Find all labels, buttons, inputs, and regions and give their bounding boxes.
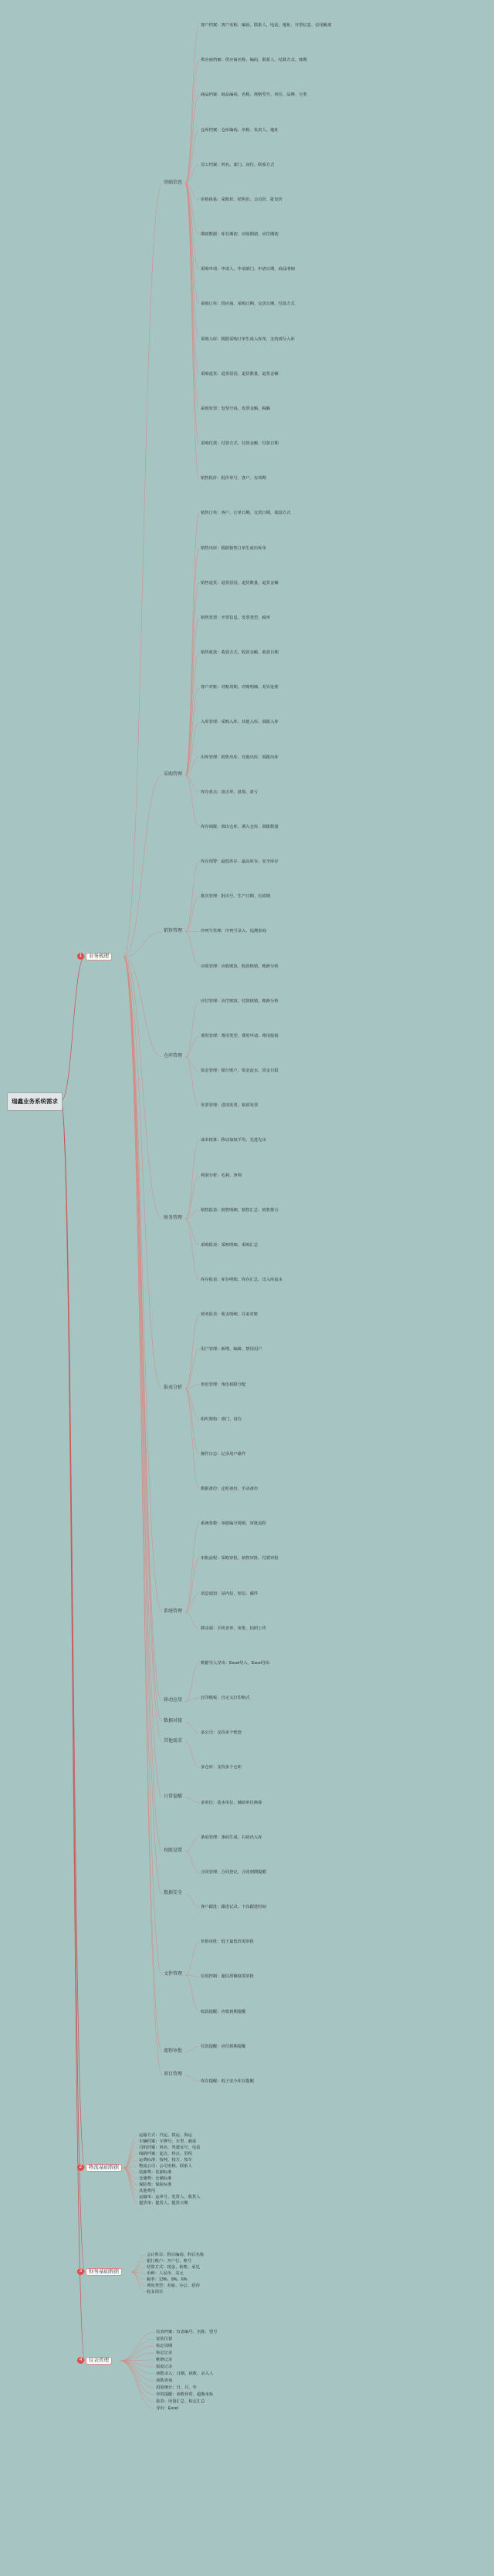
connector xyxy=(185,2075,199,2081)
connector xyxy=(124,2168,137,2179)
leaf-node: 运输方式：汽运、铁运、海运 xyxy=(139,2133,192,2138)
leaf-node: 费用类型：差旅、办公、招待 xyxy=(147,2284,200,2288)
leaf-node: 员工档案：姓名、部门、岗位、联系方式 xyxy=(201,162,275,167)
leaf-node: 商品档案：商品编码、名称、规格型号、单位、品牌、分类 xyxy=(201,93,307,98)
leaf-node: 系统参数：单据编号规则、审批流程 xyxy=(201,1521,266,1527)
leaf-node: 异常提醒：读数异常、超期未检 xyxy=(156,2392,214,2397)
leaf-node: 采购退货：退货原因、退货数量、退货金额 xyxy=(201,371,279,376)
connector xyxy=(185,775,199,792)
leaf-node: 仓储费：仓储标准 xyxy=(139,2176,172,2181)
leaf-node: 采购订单：供应商、采购日期、交货日期、付款方式 xyxy=(201,302,295,307)
connector xyxy=(185,862,199,932)
section-node: 基础信息 xyxy=(164,181,183,185)
leaf-node: 采购申请：申请人、申请部门、申请日期、商品明细 xyxy=(201,267,295,272)
connector xyxy=(185,1219,199,1245)
section-node: 项目管理 xyxy=(164,2072,183,2077)
leaf-node: 仓库档案：仓库编码、名称、负责人、地址 xyxy=(201,127,279,133)
connector xyxy=(124,957,162,1975)
connector xyxy=(120,2361,154,2402)
leaf-node: 价格体系：采购价、销售价、会员价、批发价 xyxy=(201,197,283,202)
connector xyxy=(185,184,199,269)
leaf-node: 其他费用 xyxy=(139,2189,156,2193)
leaf-node: 安装位置 xyxy=(156,2337,173,2341)
leaf-node: 应收管理：应收账款、收款核销、账龄分析 xyxy=(201,964,279,969)
leaf-node: 采购入库：根据采购订单生成入库单，支持部分入库 xyxy=(201,336,295,342)
leaf-node: 多公司：支持多个账套 xyxy=(201,1730,242,1736)
leaf-node: 价格审批：低于最低价需审批 xyxy=(201,1940,254,1945)
section-node: 销售管理 xyxy=(164,929,183,934)
connector xyxy=(185,1722,199,1733)
leaf-node: 车辆档案：车牌号、车型、载重 xyxy=(139,2139,197,2144)
connector xyxy=(185,1349,199,1389)
connector xyxy=(185,25,199,184)
connector xyxy=(61,1101,85,2361)
branch-number-badge: 1 xyxy=(77,953,84,960)
connector xyxy=(124,957,162,1742)
connector xyxy=(185,1852,199,1872)
leaf-node: 销售报表：销售明细、销售汇总、销售排行 xyxy=(201,1207,279,1213)
leaf-node: 销售退货：退货原因、退货数量、退货金额 xyxy=(201,580,279,586)
leaf-node: 多仓库：支持多个仓库 xyxy=(201,1765,242,1771)
connector xyxy=(131,2261,145,2272)
connector xyxy=(124,957,162,2052)
connector xyxy=(185,184,199,304)
leaf-node: 期初数据：库存期初、应收期初、应付期初 xyxy=(201,232,279,237)
leaf-node: 审批流程：采购审批、销售审批、付款审批 xyxy=(201,1556,279,1561)
leaf-node: 供应商档案：供应商名称、编码、联系人、结算方式、账期 xyxy=(201,58,307,63)
connector xyxy=(185,1524,199,1612)
section-node: 文件管理 xyxy=(164,1972,183,1977)
connector xyxy=(185,775,199,827)
connector xyxy=(120,2339,154,2361)
leaf-node: 销售报价：报价单号、客户、有效期 xyxy=(201,476,266,481)
connector xyxy=(131,2272,145,2292)
leaf-node: 销售发票：开票信息、发票类型、税率 xyxy=(201,615,271,620)
leaf-node: 数据备份：定时备份、手动备份 xyxy=(201,1487,259,1491)
section-node: 仓库管理 xyxy=(164,1054,183,1058)
leaf-node: 库存调拨：调出仓库、调入仓库、调拨数量 xyxy=(201,824,279,829)
leaf-node: 批次管理：批次号、生产日期、有效期 xyxy=(201,894,271,900)
leaf-node: 收款提醒：应收到期提醒 xyxy=(201,2009,246,2014)
leaf-node: 组织架构：部门、岗位 xyxy=(201,1416,242,1422)
section-node: 系统管理 xyxy=(164,1609,183,1614)
leaf-node: 会计科目：科目编码、科目名称 xyxy=(147,2253,205,2257)
connector xyxy=(185,1942,199,1975)
section-node: 权限设置 xyxy=(164,1848,183,1853)
leaf-node: 司机档案：姓名、驾驶证号、电话 xyxy=(139,2146,201,2150)
connector xyxy=(185,583,199,775)
leaf-node: 利润分析：毛利、净利 xyxy=(201,1173,242,1178)
connector xyxy=(185,60,199,184)
connector xyxy=(185,1140,199,1219)
leaf-node: 付款提醒：应付到期提醒 xyxy=(201,2044,246,2049)
connector xyxy=(124,184,162,957)
leaf-node: 销售出库：根据销售订单生成出库单 xyxy=(201,545,266,551)
leaf-node: 报表：用量汇总、检定汇总 xyxy=(156,2399,205,2404)
connector xyxy=(185,184,199,444)
leaf-node: 物流公司：公司名称、联系人 xyxy=(139,2164,192,2169)
connector xyxy=(124,932,162,957)
leaf-node: 入库管理：采购入库、其他入库、调拨入库 xyxy=(201,720,279,725)
branch-node: 仪表管理 xyxy=(86,2357,112,2365)
connector xyxy=(185,1742,199,1767)
leaf-node: 发票管理：进项发票、销项发票 xyxy=(201,1103,259,1109)
connector xyxy=(185,1219,199,1280)
section-node: 移动应用 xyxy=(164,1698,183,1703)
leaf-node: 币种：人民币、美元 xyxy=(147,2271,184,2276)
leaf-node: 仪表档案：仪表编号、名称、型号 xyxy=(156,2330,218,2335)
connector xyxy=(120,2361,154,2395)
connector xyxy=(185,513,199,775)
leaf-node: 财务报表：收支明细、往来对账 xyxy=(201,1312,259,1318)
leaf-node: 银行账户：开户行、账号 xyxy=(147,2259,192,2264)
connector xyxy=(124,957,162,1894)
connector xyxy=(185,184,199,409)
leaf-node: 读数查询 xyxy=(156,2378,173,2383)
connector xyxy=(185,1663,199,1701)
leaf-node: 费用管理：费用类型、费用申请、费用报销 xyxy=(201,1033,279,1038)
leaf-node: 收支项目 xyxy=(147,2290,164,2294)
section-node: 流程审批 xyxy=(164,2049,183,2054)
leaf-node: 提货单：提货人、提货日期 xyxy=(139,2201,188,2206)
leaf-node: 成本核算：移动加权平均、先进先出 xyxy=(201,1138,266,1143)
leaf-node: 合同管理：合同登记、合同到期提醒 xyxy=(201,1869,266,1875)
connector xyxy=(185,1036,199,1057)
leaf-node: 用量统计：日、月、年 xyxy=(156,2385,197,2390)
leaf-node: 检定周期 xyxy=(156,2344,173,2348)
connector xyxy=(120,2361,154,2388)
connector xyxy=(124,957,162,1722)
connector xyxy=(185,896,199,932)
connector xyxy=(185,1975,199,2012)
leaf-node: 出库管理：销售出库、其他出库、调拨出库 xyxy=(201,755,279,760)
leaf-node: 采购报表：采购明细、采购汇总 xyxy=(201,1242,259,1247)
section-node: 数据对接 xyxy=(164,1719,183,1724)
branch-node: 物流基础数据 xyxy=(86,2164,122,2172)
connector xyxy=(61,1101,85,2272)
connector xyxy=(61,1101,85,2168)
leaf-node: 库存预警：最低库存、最高库存、安全库存 xyxy=(201,859,279,864)
connector xyxy=(185,1894,199,1907)
leaf-node: 采购付款：付款方式、付款金额、付款日期 xyxy=(201,441,279,446)
leaf-node: 消息通知：站内信、短信、邮件 xyxy=(201,1591,259,1596)
leaf-node: 销售订单：客户、订单日期、交货日期、收款方式 xyxy=(201,511,291,516)
connector xyxy=(185,1385,199,1389)
section-node: 报表分析 xyxy=(164,1386,183,1390)
leaf-node: 结算方式：现金、转账、承兑 xyxy=(147,2265,200,2270)
section-node: 采购管理 xyxy=(164,772,183,777)
connector xyxy=(185,1838,199,1852)
leaf-node: 库存报表：库存明细、库存汇总、出入库流水 xyxy=(201,1278,283,1282)
connector xyxy=(131,2272,145,2286)
leaf-node: 采购发票：发票号码、发票金额、税额 xyxy=(201,406,271,411)
leaf-node: 资金管理：银行账户、资金流水、资金日报 xyxy=(201,1069,279,1073)
connector xyxy=(185,1315,199,1389)
connector xyxy=(185,184,199,374)
leaf-node: 检定记录 xyxy=(156,2351,173,2355)
section-node: 数据安全 xyxy=(164,1891,183,1896)
branch-node: 财务基础数据 xyxy=(86,2268,122,2276)
connector xyxy=(185,1612,199,1629)
connector xyxy=(185,2047,199,2052)
branch-number-badge: 3 xyxy=(77,2268,84,2275)
branch-number-badge: 2 xyxy=(77,2164,84,2171)
root-node: 瑞鑫业务系统需求 xyxy=(7,1092,63,1111)
connector xyxy=(124,2135,137,2168)
connector xyxy=(61,957,85,1101)
leaf-node: 保险费：保险标准 xyxy=(139,2183,172,2187)
connector xyxy=(185,932,199,967)
section-node: 其他需求 xyxy=(164,1739,183,1744)
leaf-node: 角色管理：角色权限分配 xyxy=(201,1382,246,1387)
leaf-node: 报废记录 xyxy=(156,2365,173,2369)
leaf-node: 数据导入导出：Excel导入、Excel导出 xyxy=(201,1660,270,1666)
leaf-node: 税率：13%、9%、6% xyxy=(147,2277,188,2282)
connector xyxy=(185,1798,199,1803)
connector xyxy=(120,2361,154,2409)
section-node: 财务管理 xyxy=(164,1216,183,1220)
connector xyxy=(124,957,162,1798)
connector xyxy=(124,2168,137,2191)
leaf-node: 客户档案：客户名称、编码、联系人、电话、地址、开票信息、信用额度 xyxy=(201,23,332,28)
leaf-node: 客户跟进：跟进记录、下次跟进时间 xyxy=(201,1905,266,1909)
leaf-node: 库存盘点：盘点单、盘盈、盘亏 xyxy=(201,789,259,795)
leaf-node: 序列号管理：序列号录入、追溯查询 xyxy=(201,929,266,934)
leaf-node: 条码管理：条码生成、扫码出入库 xyxy=(201,1835,262,1840)
section-node: 日常提醒 xyxy=(164,1794,183,1799)
leaf-node: 线路档案：起点、终点、里程 xyxy=(139,2152,192,2156)
connector xyxy=(131,2255,145,2272)
leaf-node: 装卸费：装卸标准 xyxy=(139,2170,172,2175)
leaf-node: 应付管理：应付账款、付款核销、账龄分析 xyxy=(201,998,279,1004)
leaf-node: 运费标准：按吨、按方、按车 xyxy=(139,2158,192,2162)
connector xyxy=(185,1389,199,1454)
leaf-node: 操作日志：记录用户操作 xyxy=(201,1451,246,1457)
connector xyxy=(124,957,162,1852)
connector xyxy=(185,1389,199,1420)
branch-node: 业务梳理 xyxy=(86,953,112,961)
leaf-node: 移动端：手机查单、审批、拍照上传 xyxy=(201,1626,266,1631)
connector xyxy=(124,2154,137,2168)
connector xyxy=(185,653,199,775)
leaf-node: 打印模板：自定义打印格式 xyxy=(201,1696,250,1700)
connector xyxy=(120,2361,154,2374)
connector xyxy=(185,549,199,776)
connector xyxy=(185,1001,199,1057)
leaf-node: 导出：Excel xyxy=(156,2406,178,2411)
leaf-node: 多单位：基本单位、辅助单位换算 xyxy=(201,1800,262,1805)
branch-number-badge: 4 xyxy=(77,2357,84,2364)
leaf-node: 用户管理：新增、编辑、禁用用户 xyxy=(201,1347,262,1352)
connector xyxy=(124,957,162,2075)
leaf-node: 库存提醒：低于安全库存提醒 xyxy=(201,2078,254,2084)
leaf-node: 客户对账：对账周期、对账明细、差异处理 xyxy=(201,685,279,690)
leaf-node: 维修记录 xyxy=(156,2358,173,2362)
leaf-node: 销售收款：收款方式、收款金额、收款日期 xyxy=(201,650,279,655)
leaf-node: 信用控制：超信用额度需审批 xyxy=(201,1974,254,1980)
leaf-node: 读数录入：日期、读数、录入人 xyxy=(156,2372,214,2376)
leaf-node: 运输单：运单号、发货人、收货人 xyxy=(139,2195,201,2200)
connector xyxy=(185,931,199,932)
